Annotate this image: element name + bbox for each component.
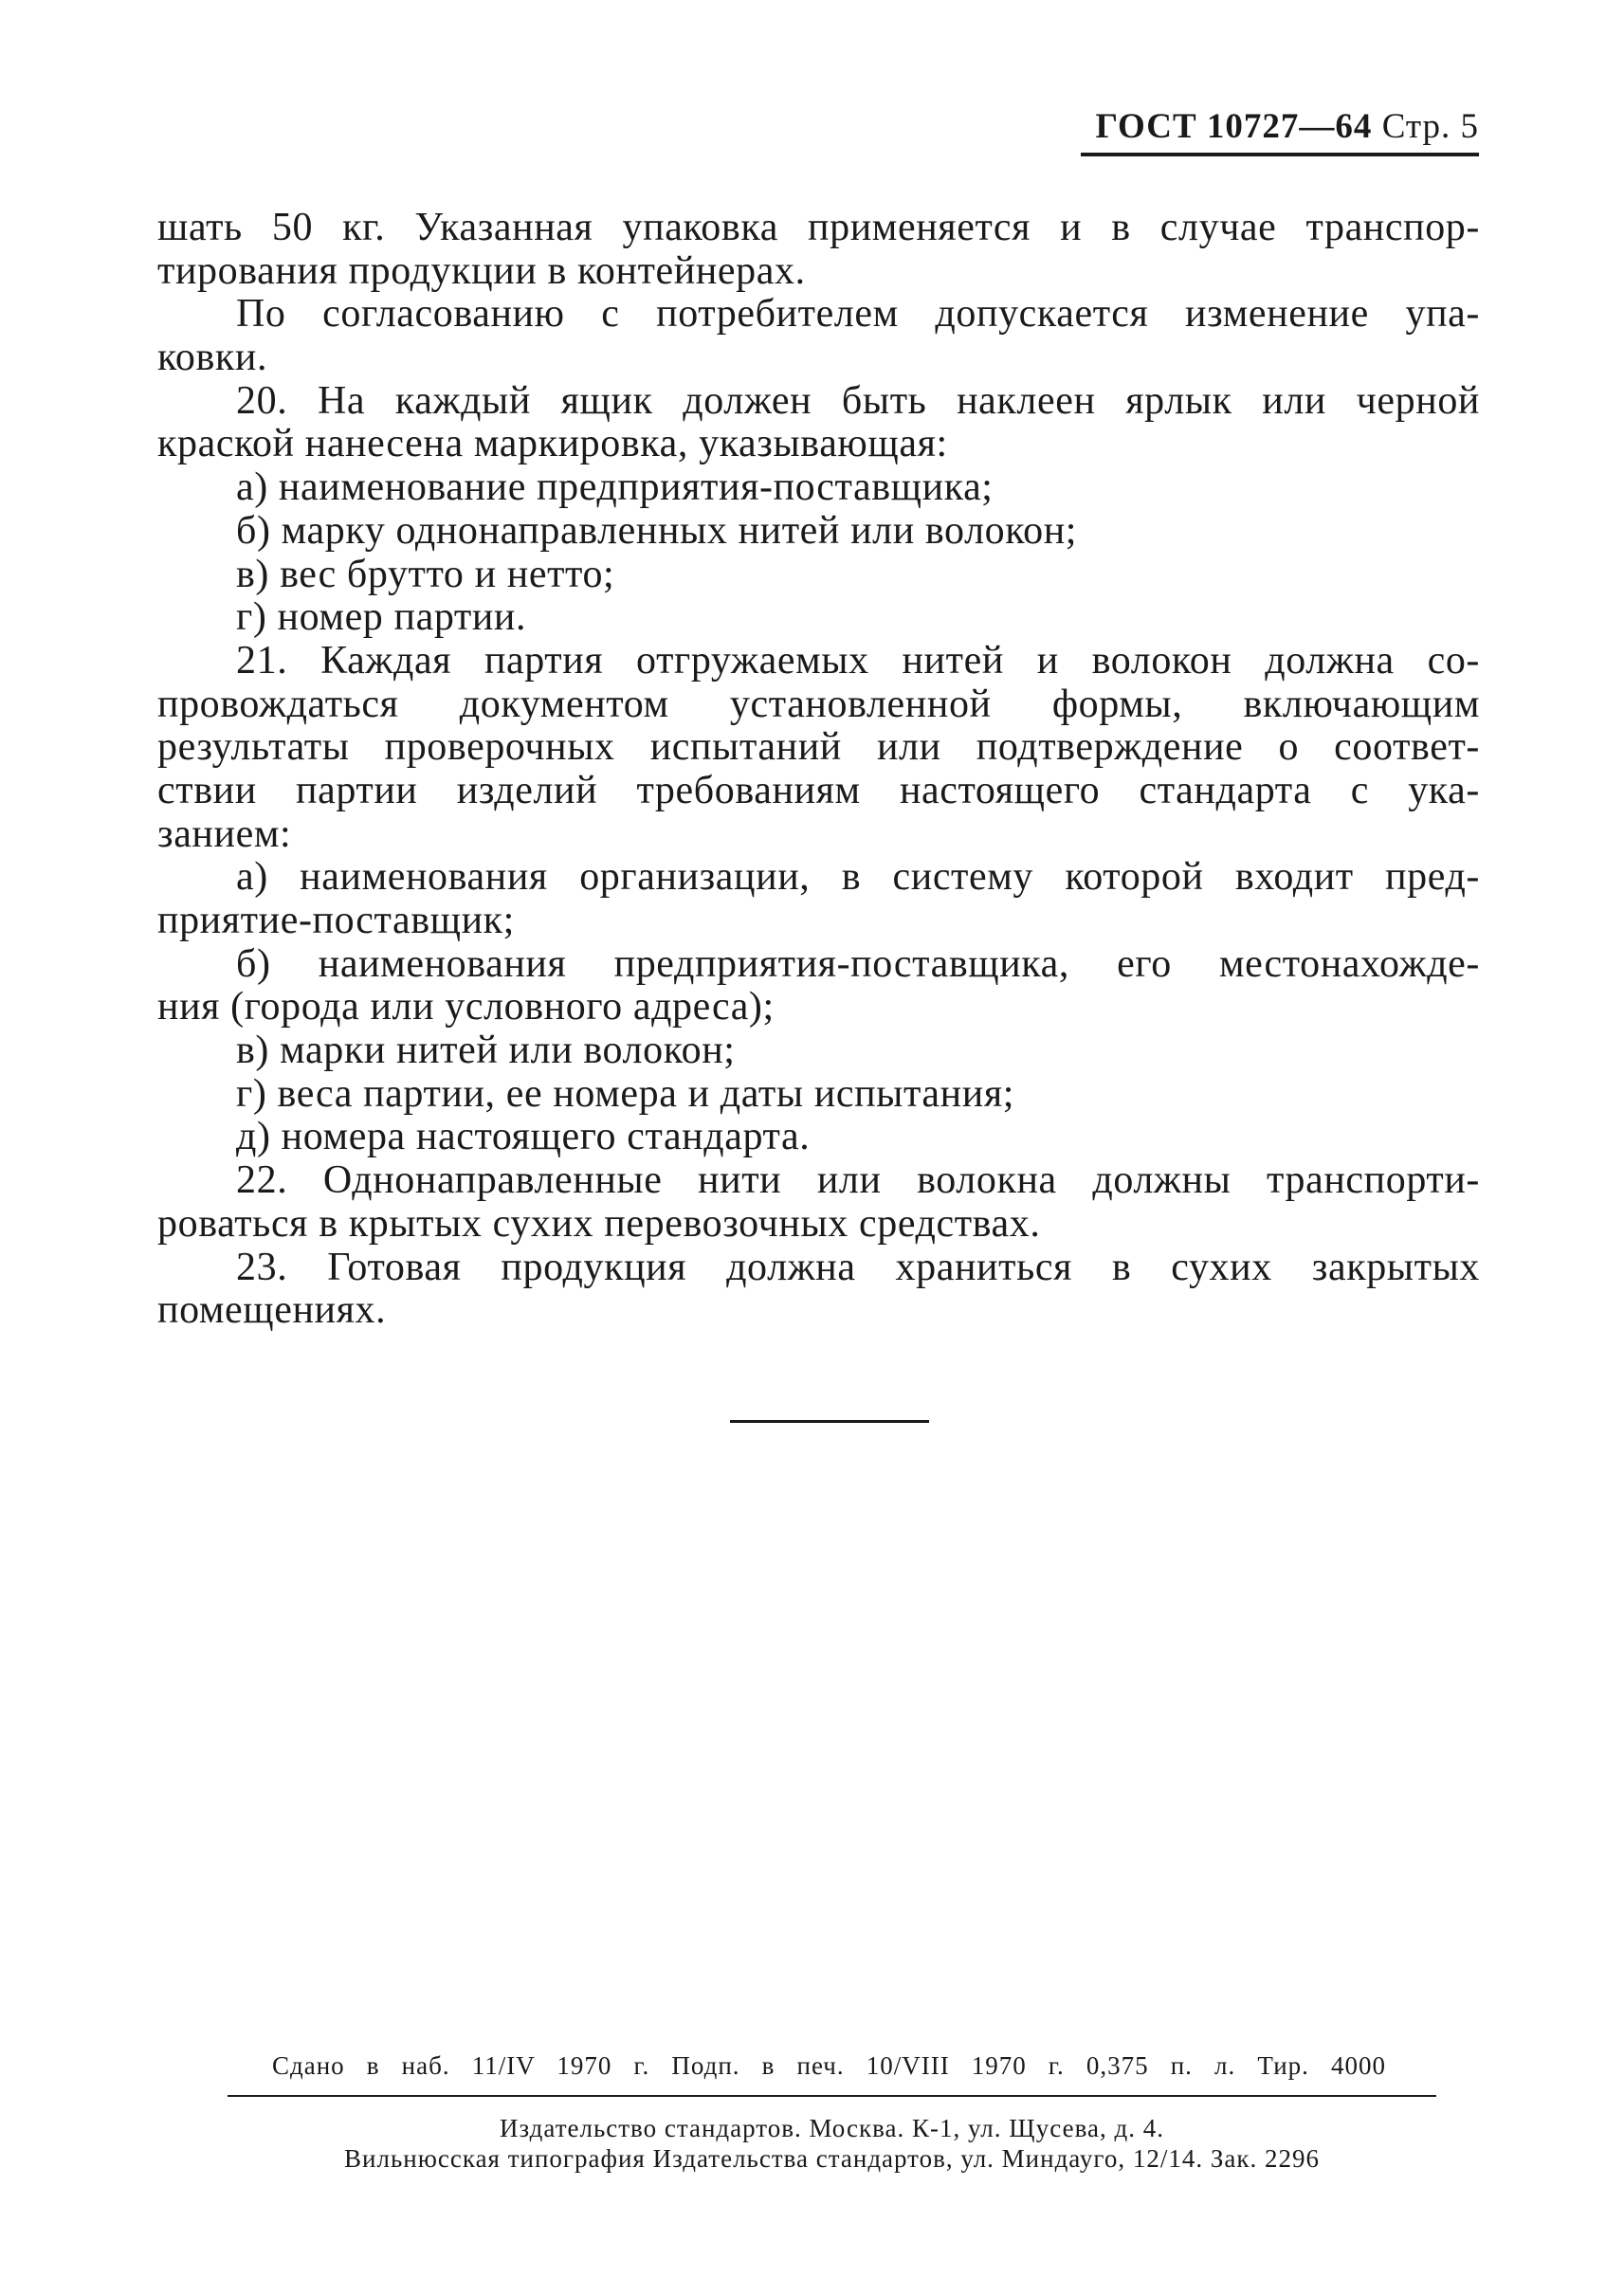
imprint-sheets: 0,375 п. л.	[1086, 2051, 1236, 2080]
section-23: 23. Готовая продукция должна храниться в сухих закрытых	[236, 1245, 1480, 1289]
text-line: занием:	[157, 811, 292, 856]
text-line: краской нанесена маркировка, указывающая:	[157, 422, 948, 466]
imprint-submitted: Сдано в наб. 11/IV 1970 г.	[272, 2051, 650, 2080]
list-item: б) наименования предприятия-поставщика, его местонахожде-	[236, 941, 1480, 986]
text-line: ковки.	[157, 336, 268, 380]
list-item: в) вес брутто и нетто;	[236, 552, 615, 596]
list-item: а) наименование предприятия-поставщика;	[236, 465, 994, 510]
list-item: д) номера настоящего стандарта.	[236, 1115, 811, 1159]
list-item: б) марку однонаправленных нитей или волокон;	[236, 508, 1078, 553]
section-20: 20. На каждый ящик должен быть наклеен ярлык или черной	[236, 378, 1480, 423]
imprint-print-run: Тир. 4000	[1257, 2051, 1387, 2080]
body-text	[157, 207, 1480, 1333]
list-item: г) номер партии.	[236, 595, 527, 640]
text-line: провождаться документом установленной формы, включающим	[157, 682, 1480, 726]
list-item: г) веса партии, ее номера и даты испытания;	[236, 1071, 1015, 1116]
section-22: 22. Однонаправленные нити или волокна должны транспорти-	[236, 1158, 1480, 1203]
publisher-info	[228, 2113, 1436, 2174]
text-line: ния (города или условного адреса);	[157, 985, 775, 1029]
imprint-line	[272, 2051, 1386, 2081]
page-number: Стр. 5	[1381, 107, 1479, 146]
end-separator	[730, 1420, 929, 1423]
imprint-signed: Подп. в печ. 10/VIII 1970 г.	[671, 2051, 1065, 2080]
printing-house: Вильнюсская типография Издательства стандартов, ул. Миндауго, 12/14. Зак. 2296	[344, 2144, 1320, 2173]
text-line: тирования продукции в контейнерах.	[157, 248, 806, 293]
text-line: ствии партии изделий требованиям настоящего стандарта с ука-	[157, 768, 1480, 812]
text-line: приятие-поставщик;	[157, 899, 515, 942]
section-21: 21. Каждая партия отгружаемых нитей и волокон должна со-	[236, 638, 1480, 683]
imprint-divider	[228, 2095, 1436, 2097]
text-line: результаты проверочных испытаний или подтверждение о соответ-	[157, 725, 1480, 770]
list-item: а) наименования организации, в систему которой входит пред-	[236, 855, 1480, 900]
publisher-address: Издательство стандартов. Москва. К-1, ул. Щусева, д. 4.	[500, 2114, 1164, 2142]
standard-number: ГОСТ 10727—64	[1095, 107, 1373, 146]
text-line: помещениях.	[157, 1288, 387, 1333]
list-item: в) марки нитей или волокон;	[236, 1029, 736, 1073]
page-header	[1081, 106, 1479, 156]
text-line: роваться в крытых сухих перевозочных средствах.	[157, 1201, 1041, 1246]
text-line: По согласованию с потребителем допускается изменение упа-	[236, 292, 1480, 337]
text-line: шать 50 кг. Указанная упаковка применяется и в случае транспор-	[157, 206, 1480, 249]
